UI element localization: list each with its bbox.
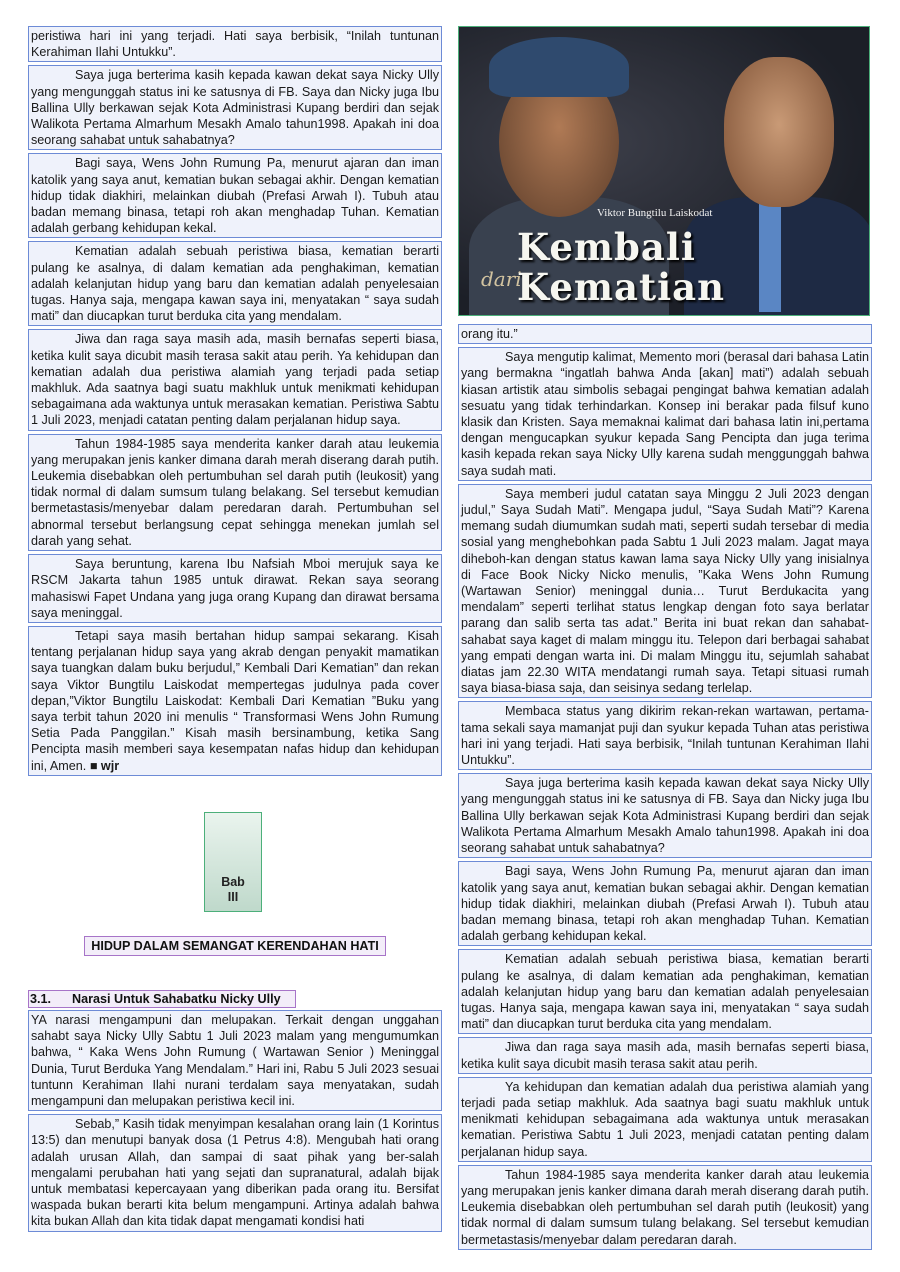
section-title: Narasi Untuk Sahabatku Nicky Ully	[72, 992, 281, 1006]
chapter-label-box	[204, 812, 262, 912]
paragraph: Saya juga berterima kasih kepada kawan dekat saya Nicky Ully yang mengunggah status ini ke satusnya di FB. Saya dan Nicky juga Ibu Ballina Ully berkawan sejak Kota Administrasi Kupang berdiri dan sejak Walikota Pertama Almarhum Mesakh Amalo tahun1998. Apakah ini doa seorang sahabat untuk sahabatnya?	[458, 773, 872, 858]
paragraph-text: Tetapi saya masih bertahan hidup sampai sekarang. Kisah tentang perjalanan hidup saya yang akrab dengan penyakit mamatikan saya tuangkan dalam buku berjudul,” Kembali Dari Kematian” dan rekan saya Viktor Bungtilu Laiskodat mempertegas judulnya pada cover depan,”Viktor Bungtilu Laiskodat: Kembali Dari Kematian ”Buku yang saya terbit tahun 2020 ini menulis “ Transformasi Wens John Rumung Setia Pada Panggilan.” Kisah masih bersinambung, ketika Sang Pencipta masih memberi saya kesempatan nafas hidup dan kehidupan ini, Amen.	[31, 628, 439, 773]
paragraph: Tahun 1984-1985 saya menderita kanker darah atau leukemia yang merupakan jenis kanker dimana darah merah diserang darah putih. Leukemia disebabkan oleh pertumbuhan sel darah putih (leukosit) yang tidak normal di dalam sumsum tulang belakang. Sel tersebut kemudian bermetastasis/menyebar dalam peredaran darah.	[458, 1165, 872, 1250]
person-right-tie	[759, 202, 781, 312]
cover-title-top: Kembali	[517, 225, 696, 269]
paragraph: Saya memberi judul catatan saya Minggu 2 Juli 2023 dengan judul,” Saya Sudah Mati”. Mengapa judul, “Saya Sudah Mati”? Karena memang sudah diumumkan sudah mati, seperti sudah tersebar di media sosial yang menghebohkan pada Sabtu 1 Juli 2023 malam. Jagat maya diheboh-kan dengan status kawan lama saya Nicky Ully yang inisialnya di Face Book Nicky Nicko menulis, ”Kaka Wens John Rumung (Wartawan Senior) meninggal dunia… Turut Berdukacita yang mendalam” seperti terlihat status lengkap dengan foto saya berlatar parang dan salib serta tas adat.” Berita ini buat rekan dan sahabat-sahabat saya kaget di malam minggu itu. Telepon dari berbagai sahabat yang empati dengan warta ini. Di malam Minggu itu, sejumlah sahabat diatas jam 22.30 WITA mendatangi rumah saya. Tetapi situasi rumah saya biasa-biasa saja, dan seisinya sedang terlelap.	[458, 484, 872, 699]
paragraph: Sebab,” Kasih tidak menyimpan kesalahan orang lain (1 Korintus 13:5) dan menutupi banyak dosa (1 Petrus 4:8). Mengubah hati orang adalah urusan Allah, dan sampai di saat pihak yang ber-salah mengalami perubahan hati yang sejati dan supranatural, adalah bijak untuk membatasi kepercayaan yang diberikan pada orang itu. Bersifat waspada bukan berarti kita belum mengampuni. Artinya adalah bahwa kita bukan Allah dan kita tidak dapat mengamati kondisi hati	[28, 1114, 442, 1231]
paragraph: Kematian adalah sebuah peristiwa biasa, kematian berarti pulang ke asalnya, di dalam kematian ada penghakiman, kematian adalah kelanjutan hidup yang baru dan kematian adalah penyelesaian tugas. Hanya saja, mengapa kawan saya ini, menyatakan “ saya sudah mati” dan diucapkan turut berduka cita yang mendalam.	[28, 241, 442, 326]
chapter-word: Bab	[221, 875, 245, 889]
left-column	[28, 26, 442, 779]
right-column	[458, 26, 872, 1253]
paragraph: Tahun 1984-1985 saya menderita kanker darah atau leukemia yang merupakan jenis kanker dimana darah merah diserang darah putih. Leukemia disebabkan oleh pertumbuhan sel darah putih (leukosit) yang tidak normal di dalam sumsum tulang belakang. Sel tersebut kemudian bermetastasis/menyebar dalam peredaran darah. Pertumbuhan sel abnormal tersebut berlangsung cepat sehingga menekan jumlah sel darah yang sehat.	[28, 434, 442, 551]
end-mark: ■ wjr	[89, 758, 120, 773]
paragraph: Bagi saya, Wens John Rumung Pa, menurut ajaran dan iman katolik yang saya anut, kematian bukan sebagai akhir. Dengan kematian hidup tidak diakhiri, melainkan diubah (Prefasi Arwah I). Tubuh atau badan memang binasa, tetapi roh akan menghadap Tuhan. Kematian adalah gerbang kehidupan kekal.	[458, 861, 872, 946]
chapter-number: III	[227, 890, 239, 904]
paragraph: Saya beruntung, karena Ibu Nafsiah Mboi merujuk saya ke RSCM Jakarta tahun 1985 untuk dirawat. Rekan saya seorang mahasiswi Fapet Undana yang juga orang Kupang dan dirawat bersama saya meninggal.	[28, 554, 442, 623]
paragraph: Bagi saya, Wens John Rumung Pa, menurut ajaran dan iman katolik yang saya anut, kematian bukan sebagai akhir. Dengan kematian hidup tidak diakhiri, melainkan diubah (Prefasi Arwah I). Tubuh atau badan memang binasa, tetapi roh akan menghadap Tuhan. Kematian adalah gerbang kehidupan kekal.	[28, 153, 442, 238]
paragraph: Saya mengutip kalimat, Memento mori (berasal dari bahasa Latin yang bermakna “ingatlah bahwa Anda [akan] mati”) adalah sebuah kiasan artistik atau simbolis sebagai pengingat bahwa kematian adalah sesuatu yang tidak terhindarkan. Konsep ini berakar pada filsuf kuno klasik dan Kristen. Saya memaknai kalimat dari bahasa latin ini,pertama dengan mengucapkan syukur kepada Sang Pencipta dan juga terima kasih kepada rekan saya Nicky Ully karena sudah menggunggah bahwa saya sudah mati.	[458, 347, 872, 481]
section-heading	[28, 990, 296, 1008]
chapter-title: HIDUP DALAM SEMANGAT KERENDAHAN HATI	[84, 936, 386, 956]
paragraph: orang itu.”	[458, 324, 872, 344]
paragraph: peristiwa hari ini yang terjadi. Hati saya berbisik, “Inilah tuntunan Kerahiman Ilahi Untukku”.	[28, 26, 442, 62]
paragraph: Membaca status yang dikirim rekan-rekan wartawan, pertama-tama sekali saya mamanjat puji dan syukur kepada Tuhan atas peristiwa hari ini yang terjadi. Hati saya berbisik, “Inilah tuntunan Kerahiman Ilahi Untukku”.	[458, 701, 872, 770]
paragraph: Saya juga berterima kasih kepada kawan dekat saya Nicky Ully yang mengunggah status ini ke satusnya di FB. Saya dan Nicky juga Ibu Ballina Ully berkawan sejak Kota Administrasi Kupang berdiri dan sejak Walikota Pertama Almarhum Mesakh Amalo tahun1998. Apakah ini doa seorang sahabat untuk sahabatnya?	[28, 65, 442, 150]
person-right-face	[724, 57, 834, 207]
paragraph: Jiwa dan raga saya masih ada, masih bernafas seperti biasa, ketika kulit saya dicubit masih terasa sakit atau perih.	[458, 1037, 872, 1073]
paragraph: Jiwa dan raga saya masih ada, masih bernafas seperti biasa, ketika kulit saya dicubit masih terasa sakit atau perih. Ya kehidupan dan kematian adalah dua peristiwa alamiah yang terjadi pada setiap makhluk. Ada saatnya bagi suatu makhluk untuk menikmati kehidupan sebagaimana ada waktunya untuk merasakan kematian. Peristiwa Sabtu 1 Juli 2023, menjadi catatan penting dalam perjalanan hidup saya.	[28, 329, 442, 430]
paragraph: Kematian adalah sebuah peristiwa biasa, kematian berarti pulang ke asalnya, di dalam kematian ada penghakiman, kematian adalah kelanjutan hidup yang baru dan kematian adalah penyelesaian tugas. Hanya saja, mengapa kawan saya ini, menyatakan “ saya sudah mati” dan diucapkan turut berduka cita yang mendalam.	[458, 949, 872, 1034]
cover-credit: Viktor Bungtilu Laiskodat	[597, 207, 713, 219]
book-cover-image	[458, 26, 870, 316]
paragraph-closing	[28, 626, 442, 776]
left-column-lower	[28, 1010, 442, 1235]
section-number: 3.1.	[30, 992, 52, 1006]
cover-title-dari: dari	[481, 267, 522, 291]
person-left-cap	[489, 37, 629, 97]
paragraph: YA narasi mengampuni dan melupakan. Terkait dengan unggahan sahabt saya Nicky Ully Sabtu 1 Juli 2023 malam yang mengumumkan bahwa, “ Kaka Wens John Rumung ( Wartawan Senior ) Meninggal Dunia, Turut Berduka Yang Mendalam.” Hari ini, Rabu 5 Juli 2023 sesuai tuntunn Kerahiman Ilahi nurani terdalam saya menyatakan, sudah mengampuni dan melupakan peristiwa kecil ini.	[28, 1010, 442, 1111]
cover-title-bottom: Kematian	[517, 265, 726, 309]
paragraph: Ya kehidupan dan kematian adalah dua peristiwa alamiah yang terjadi pada setiap makhluk. Ada saatnya bagi suatu makhluk untuk menikmati kehidupan sebagaimana ada waktunya untuk merasakan kematian. Peristiwa Sabtu 1 Juli 2023, menjadi catatan penting dalam perjalanan hidup saya.	[458, 1077, 872, 1162]
